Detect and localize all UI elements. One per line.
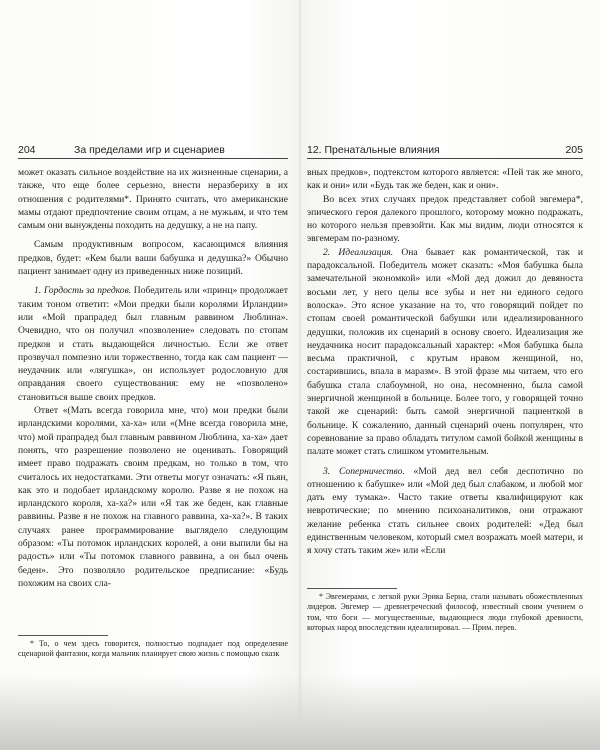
right-footnote-text: * Эвгемерами, с легкой руки Эрика Берна, стали называть обожествленных лидеров. Эвгемер — древнегреческий философ, известный своим учением о том, что боги — могущественные, выдающиеся люди глубокой древности, которых народ впоследствии идеализировал. — Прим. перев. — [307, 592, 583, 633]
left-page — [18, 0, 288, 750]
right-paragraph-3-text: Она бывает как романтической, так и парадоксальной. Победитель может сказать: «Моя бабушка была замечательной экономкой» или «Мой дед дожил до девяноста восьми лет, у него целы все зубы и нет ни единого седого волоска». Это ясное указание на то, что говорящий пойдет по стопам своей романтической бабушки или идеализированного дедушки, положив их сценарий в основу своего. Идеализация же неудачника носит парадоксальный характер: «Моя бабушка была весьма практичной, с крутым нравом женщиной, но, состарившись, впала в маразм». В этой фразе мы читаем, что его бабушка стала слабоумной, но она, несомненно, была самой энергичной женщиной в больнице. Более того, у говорящей точно такой же сценарий: быть самой энергичной пациенткой в больнице. К сожалению, данный сценарий очень популярен, что соревнование за право обладать титулом самой бойкой женщины в палате может стать слишком утомительным. — [307, 246, 583, 458]
left-paragraph-3-lead: 1. Гордость за предков. — [34, 285, 132, 297]
right-paragraph-3 — [307, 246, 583, 459]
left-paragraph-2: Самым продуктивным вопросом, касающимся влияния предков, будет: «Кем были ваши бабушка и дедушка?» Обычно пациент занимает одну из приведенных ниже позиций. — [18, 239, 288, 278]
left-running-title: За пределами игр и сценариев — [74, 144, 225, 156]
right-paragraph-4-text: «Мой дед вел себя деспотично по отношению к бабушке» или «Мой дед был слабаком, и любой мог дать ему тумака». Часто такие ответы квалифицируют как невротические; по мнению психоаналитиков, они отражают желание ребенка стать сильнее своих родителей: «Дед был единственным человеком, который смел возражать моей матери, и я хочу стать таким же» или «Если — [307, 465, 583, 557]
left-footnote-text: * То, о чем здесь говорится, полностью подпадает под определение сценарной фантазии, когда мальчик планирует свою жизнь с помощью сказк — [18, 639, 288, 659]
page-bottom-shadow — [0, 675, 600, 750]
right-running-title: 12. Пренатальные влияния — [307, 144, 440, 156]
left-paragraph-4: Ответ «(Мать всегда говорила мне, что) мои предки были ирландскими королями, ха-ха» или «(Мне всегда говорила мне, что) мой прапрадед был главным раввином Люблина, ха-ха» дает понять, что разрешение позволено не оценивать. Говорящий имеет право подражать своим предкам, но только в том, что считалось их недостатками. Эти ответы могут означать: «Я пьян, как это и подобает ирландскому королю. Разве я не похож на ирландского короля, ха-ха?» или «Я так же беден, как главные раввины. Разве я не похож на главного раввина, ха-ха?». В таких случаях ранее программирование выглядело следующим образом: «Ты потомок ирландских королей, а они выпили бы на радость» или «Ты потомок главного раввина, а он был очень беден». Это позволяло родительское предписание: «Будь похожим на своих сла- — [18, 405, 288, 589]
right-paragraph-2: Во всех этих случаях предок представляет собой эвгемера*, эпического героя далекого прошлого, которому можно подражать, но которого нельзя превзойти. Как мы видим, люди относятся к эвгемерам по-разному. — [307, 193, 583, 245]
left-paragraph-3 — [18, 284, 288, 404]
left-paragraph-1: может оказать сильное воздействие на их жизненные сценарии, а также, что еще более серьезно, внести неразбериху в их отношения с родителями*. Принято считать, что американские мамы отдают предпочтение своим отцам, а не мужьям, и что тем самым они вынуждены походить на дедушку, а не на папу. — [18, 167, 288, 232]
left-body-text — [18, 166, 288, 590]
right-paragraph-4-lead: 3. Соперничество. — [323, 465, 405, 477]
right-running-head — [307, 143, 583, 159]
left-page-number: 204 — [18, 144, 36, 156]
left-paragraph-3-text: Победитель или «принц» продолжает таким тоном ответит: «Мои предки были королями Ирландии» или «Мой прапрадед был главным раввином Люблина». Очевидно, что он получил «позволение» следовать по стопам предков и стать выдающейся личностью. Если же ответ прозвучал помпезно или торжественно, тогда как сам пациент — неудачник или «лягушка», он использует родословную для оправдания своего существования: ему не «позволено» становиться выше своих предков. — [18, 285, 288, 403]
right-paragraph-1: вных предков», подтекстом которого является: «Пей так же много, как и они» или «Будь так же беден, как и они». — [307, 167, 583, 192]
right-paragraph-3-lead: 2. Идеализация. — [323, 246, 394, 258]
right-body-text — [307, 166, 583, 558]
footnote-rule — [307, 588, 397, 589]
right-page-number: 205 — [565, 144, 583, 156]
right-paragraph-4 — [307, 465, 583, 558]
footnote-rule — [18, 635, 108, 636]
right-footnote — [307, 588, 583, 634]
right-page — [307, 0, 583, 750]
left-running-head — [18, 143, 288, 159]
left-footnote — [18, 635, 288, 660]
